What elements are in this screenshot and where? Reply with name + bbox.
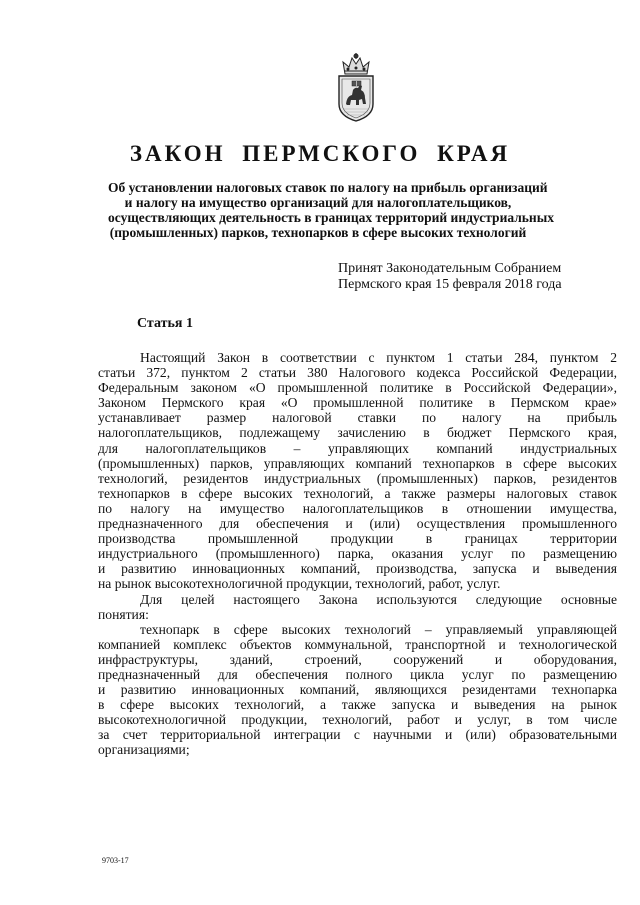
subtitle-line: Об установлении налоговых ставок по налогу на прибыль организаций <box>108 180 548 195</box>
text-line: в сфере высоких технологий, а также запуска и выведения на рынок <box>98 697 617 713</box>
text-line: технологий, резидентов индустриальных (промышленных) парков, резидентов <box>98 470 617 486</box>
text-line: технопарков в сфере высоких технологий, а также размеры налоговых ставок <box>98 485 617 501</box>
text-line: Законом Пермского края «О промышленной политике в Пермском крае» <box>98 395 617 411</box>
text-line: производства промышленной продукции в границах территории <box>98 531 617 547</box>
text-line: (промышленных) парков, управляющих компаний технопарков в сфере высоких <box>98 455 617 471</box>
text-line: Федеральным законом «О промышленной политике в Российской Федерации», <box>98 380 617 396</box>
text-line: организациями; <box>98 742 190 758</box>
text-line: предназначенный для обеспечения полного цикла услуг по размещению <box>98 666 617 682</box>
text-line: по налогу на имущество налогоплательщиков в отношении имущества, <box>98 500 617 516</box>
text-line: индустриального (промышленного) парка, оказания услуг по размещению <box>98 546 617 562</box>
text-line: налогоплательщиков, подлежащему зачислению в бюджет Пермского края, <box>98 425 617 441</box>
text-line: понятия: <box>98 606 149 622</box>
text-line: за счет территориальной интеграции с научными и (или) образовательными <box>98 727 617 743</box>
paragraph <box>98 592 617 622</box>
text-line: инфраструктуры, зданий, строений, сооружений и оборудования, <box>98 651 617 667</box>
text-line: технопарк в сфере высоких технологий – управляемый управляющей <box>140 621 617 637</box>
text-line: и развитию инновационных компаний, производства, запуска и выведения <box>98 561 617 577</box>
adoption-note <box>338 261 562 293</box>
document-code: 9703-17 <box>102 856 129 865</box>
coat-of-arms-icon <box>335 52 377 122</box>
text-line: статьи 372, пунктом 2 статьи 380 Налогового кодекса Российской Федерации, <box>98 365 617 381</box>
subtitle-line: и налогу на имущество организаций для налогоплательщиков, <box>124 195 512 210</box>
subtitle-line: осуществляющих деятельность в границах территорий индустриальных <box>108 210 554 225</box>
text-line: компанией комплекс объектов коммунальной, транспортной и технологической <box>98 636 617 652</box>
article-heading: Статья 1 <box>137 316 193 331</box>
adoption-line: Пермского края 15 февраля 2018 года <box>338 277 562 292</box>
subtitle-line: (промышленных) парков, технопарков в сфере высоких технологий <box>109 225 527 240</box>
article-body <box>98 350 617 758</box>
text-line: предназначенного для обеспечения и (или) осуществления промышленного <box>98 516 617 532</box>
law-title: ЗАКОН ПЕРМСКОГО КРАЯ <box>129 141 511 166</box>
text-line: высокотехнологичной продукции, технологий, работ и услуг, в том числе <box>98 712 617 728</box>
text-line: Настоящий Закон в соответствии с пунктом 1 статьи 284, пунктом 2 <box>140 350 617 365</box>
text-line: Для целей настоящего Закона используются следующие основные <box>140 591 617 607</box>
text-line: на рынок высокотехнологичной продукции, технологий, работ, услуг. <box>98 576 501 592</box>
text-line: и развитию инновационных компаний, являющихся резидентами технопарка <box>98 682 617 698</box>
text-line: устанавливает размер налоговой ставки по налогу на прибыль <box>98 410 617 426</box>
law-subtitle <box>108 180 554 240</box>
paragraph <box>98 350 617 592</box>
paragraph <box>98 622 617 758</box>
text-line: для налогоплательщиков – управляющих компаний индустриальных <box>98 440 617 456</box>
adoption-line: Принят Законодательным Собранием <box>338 261 562 276</box>
